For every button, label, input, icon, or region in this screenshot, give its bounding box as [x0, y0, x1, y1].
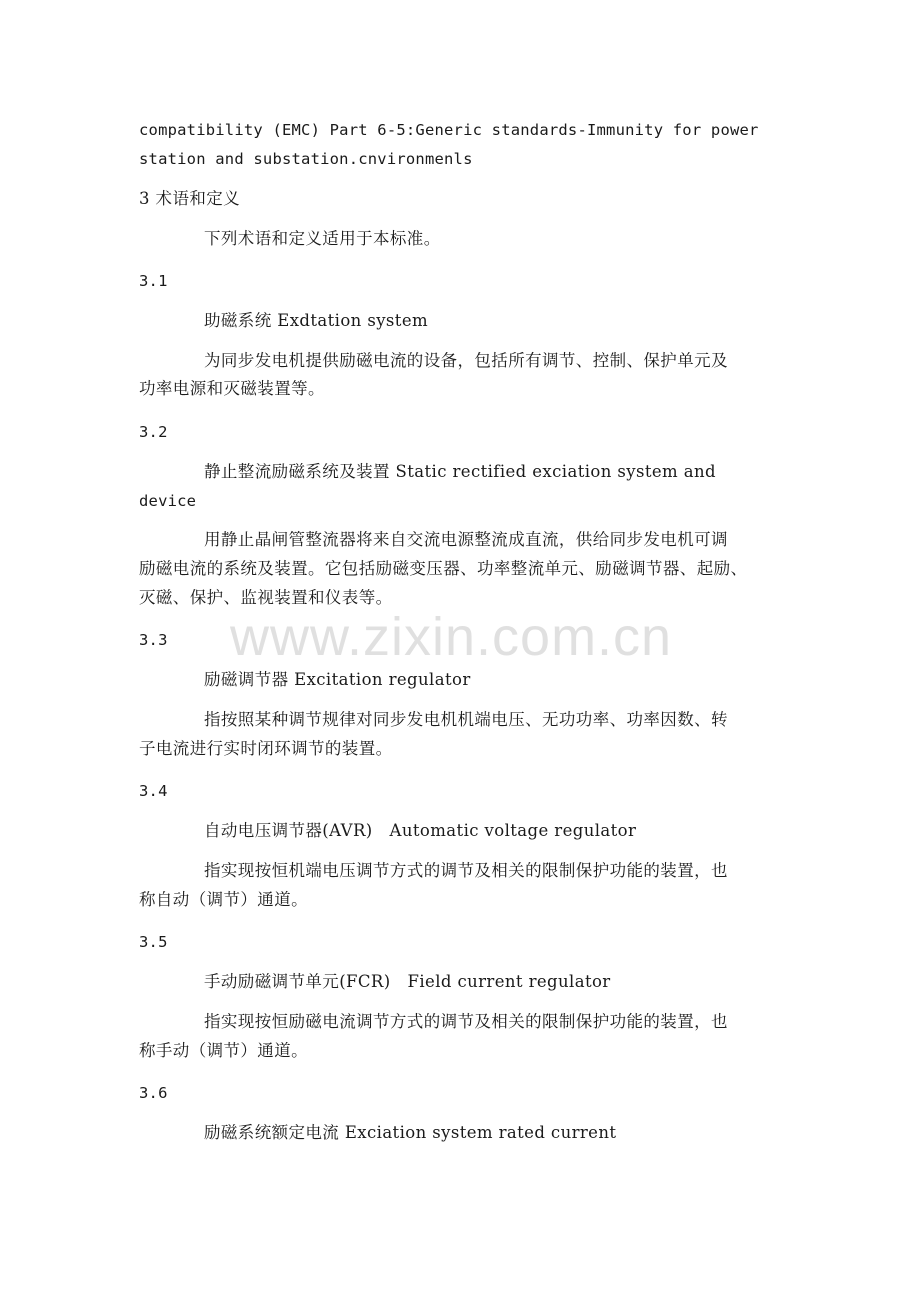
clause-number-3-5: 3.5	[139, 933, 168, 951]
definition-3-5-line-1: 指实现按恒励磁电流调节方式的调节及相关的限制保护功能的装置，也	[204, 1012, 728, 1031]
definition-3-1-line-2: 功率电源和灭磁装置等。	[139, 379, 325, 398]
definition-3-4-line-2: 称自动（调节）通道。	[139, 890, 308, 909]
definition-3-1-line-1: 为同步发电机提供励磁电流的设备，包括所有调节、控制、保护单元及	[204, 351, 728, 370]
reference-line-2: station and substation.cnvironmenls	[139, 150, 473, 168]
definition-3-5-line-2: 称手动（调节）通道。	[139, 1041, 308, 1060]
term-3-2-line-1: 静止整流励磁系统及装置 Static rectified exciation system and	[204, 462, 716, 481]
clause-number-3-1: 3.1	[139, 272, 168, 290]
term-3-6: 励磁系统额定电流 Exciation system rated current	[204, 1123, 617, 1142]
definition-3-4-line-1: 指实现按恒机端电压调节方式的调节及相关的限制保护功能的装置，也	[204, 861, 728, 880]
term-3-2-line-2: device	[139, 492, 197, 510]
definition-3-2-line-2: 励磁电流的系统及装置。它包括励磁变压器、功率整流单元、励磁调节器、起励、	[139, 559, 748, 578]
definition-3-3-line-2: 子电流进行实时闭环调节的装置。	[139, 739, 393, 758]
definition-3-2-line-3: 灭磁、保护、监视装置和仪表等。	[139, 588, 393, 607]
definition-3-2-line-1: 用静止晶闸管整流器将来自交流电源整流成直流，供给同步发电机可调	[204, 530, 728, 549]
section-heading: 3 术语和定义	[139, 189, 241, 208]
term-3-4: 自动电压调节器(AVR) Automatic voltage regulator	[204, 821, 637, 840]
reference-line-1: compatibility (EMC) Part 6-5:Generic standards-Immunity for power	[139, 121, 759, 139]
definition-3-3-line-1: 指按照某种调节规律对同步发电机机端电压、无功功率、功率因数、转	[204, 710, 728, 729]
term-3-5: 手动励磁调节单元(FCR) Field current regulator	[204, 972, 611, 991]
watermark: www.zixin.com.cn	[230, 607, 673, 667]
term-3-1: 助磁系统 Exdtation system	[204, 311, 429, 330]
clause-number-3-3: 3.3	[139, 631, 168, 649]
clause-number-3-4: 3.4	[139, 782, 168, 800]
clause-number-3-6: 3.6	[139, 1084, 168, 1102]
clause-number-3-2: 3.2	[139, 423, 168, 441]
section-intro: 下列术语和定义适用于本标准。	[204, 229, 441, 248]
term-3-3: 励磁调节器 Excitation regulator	[204, 670, 471, 689]
